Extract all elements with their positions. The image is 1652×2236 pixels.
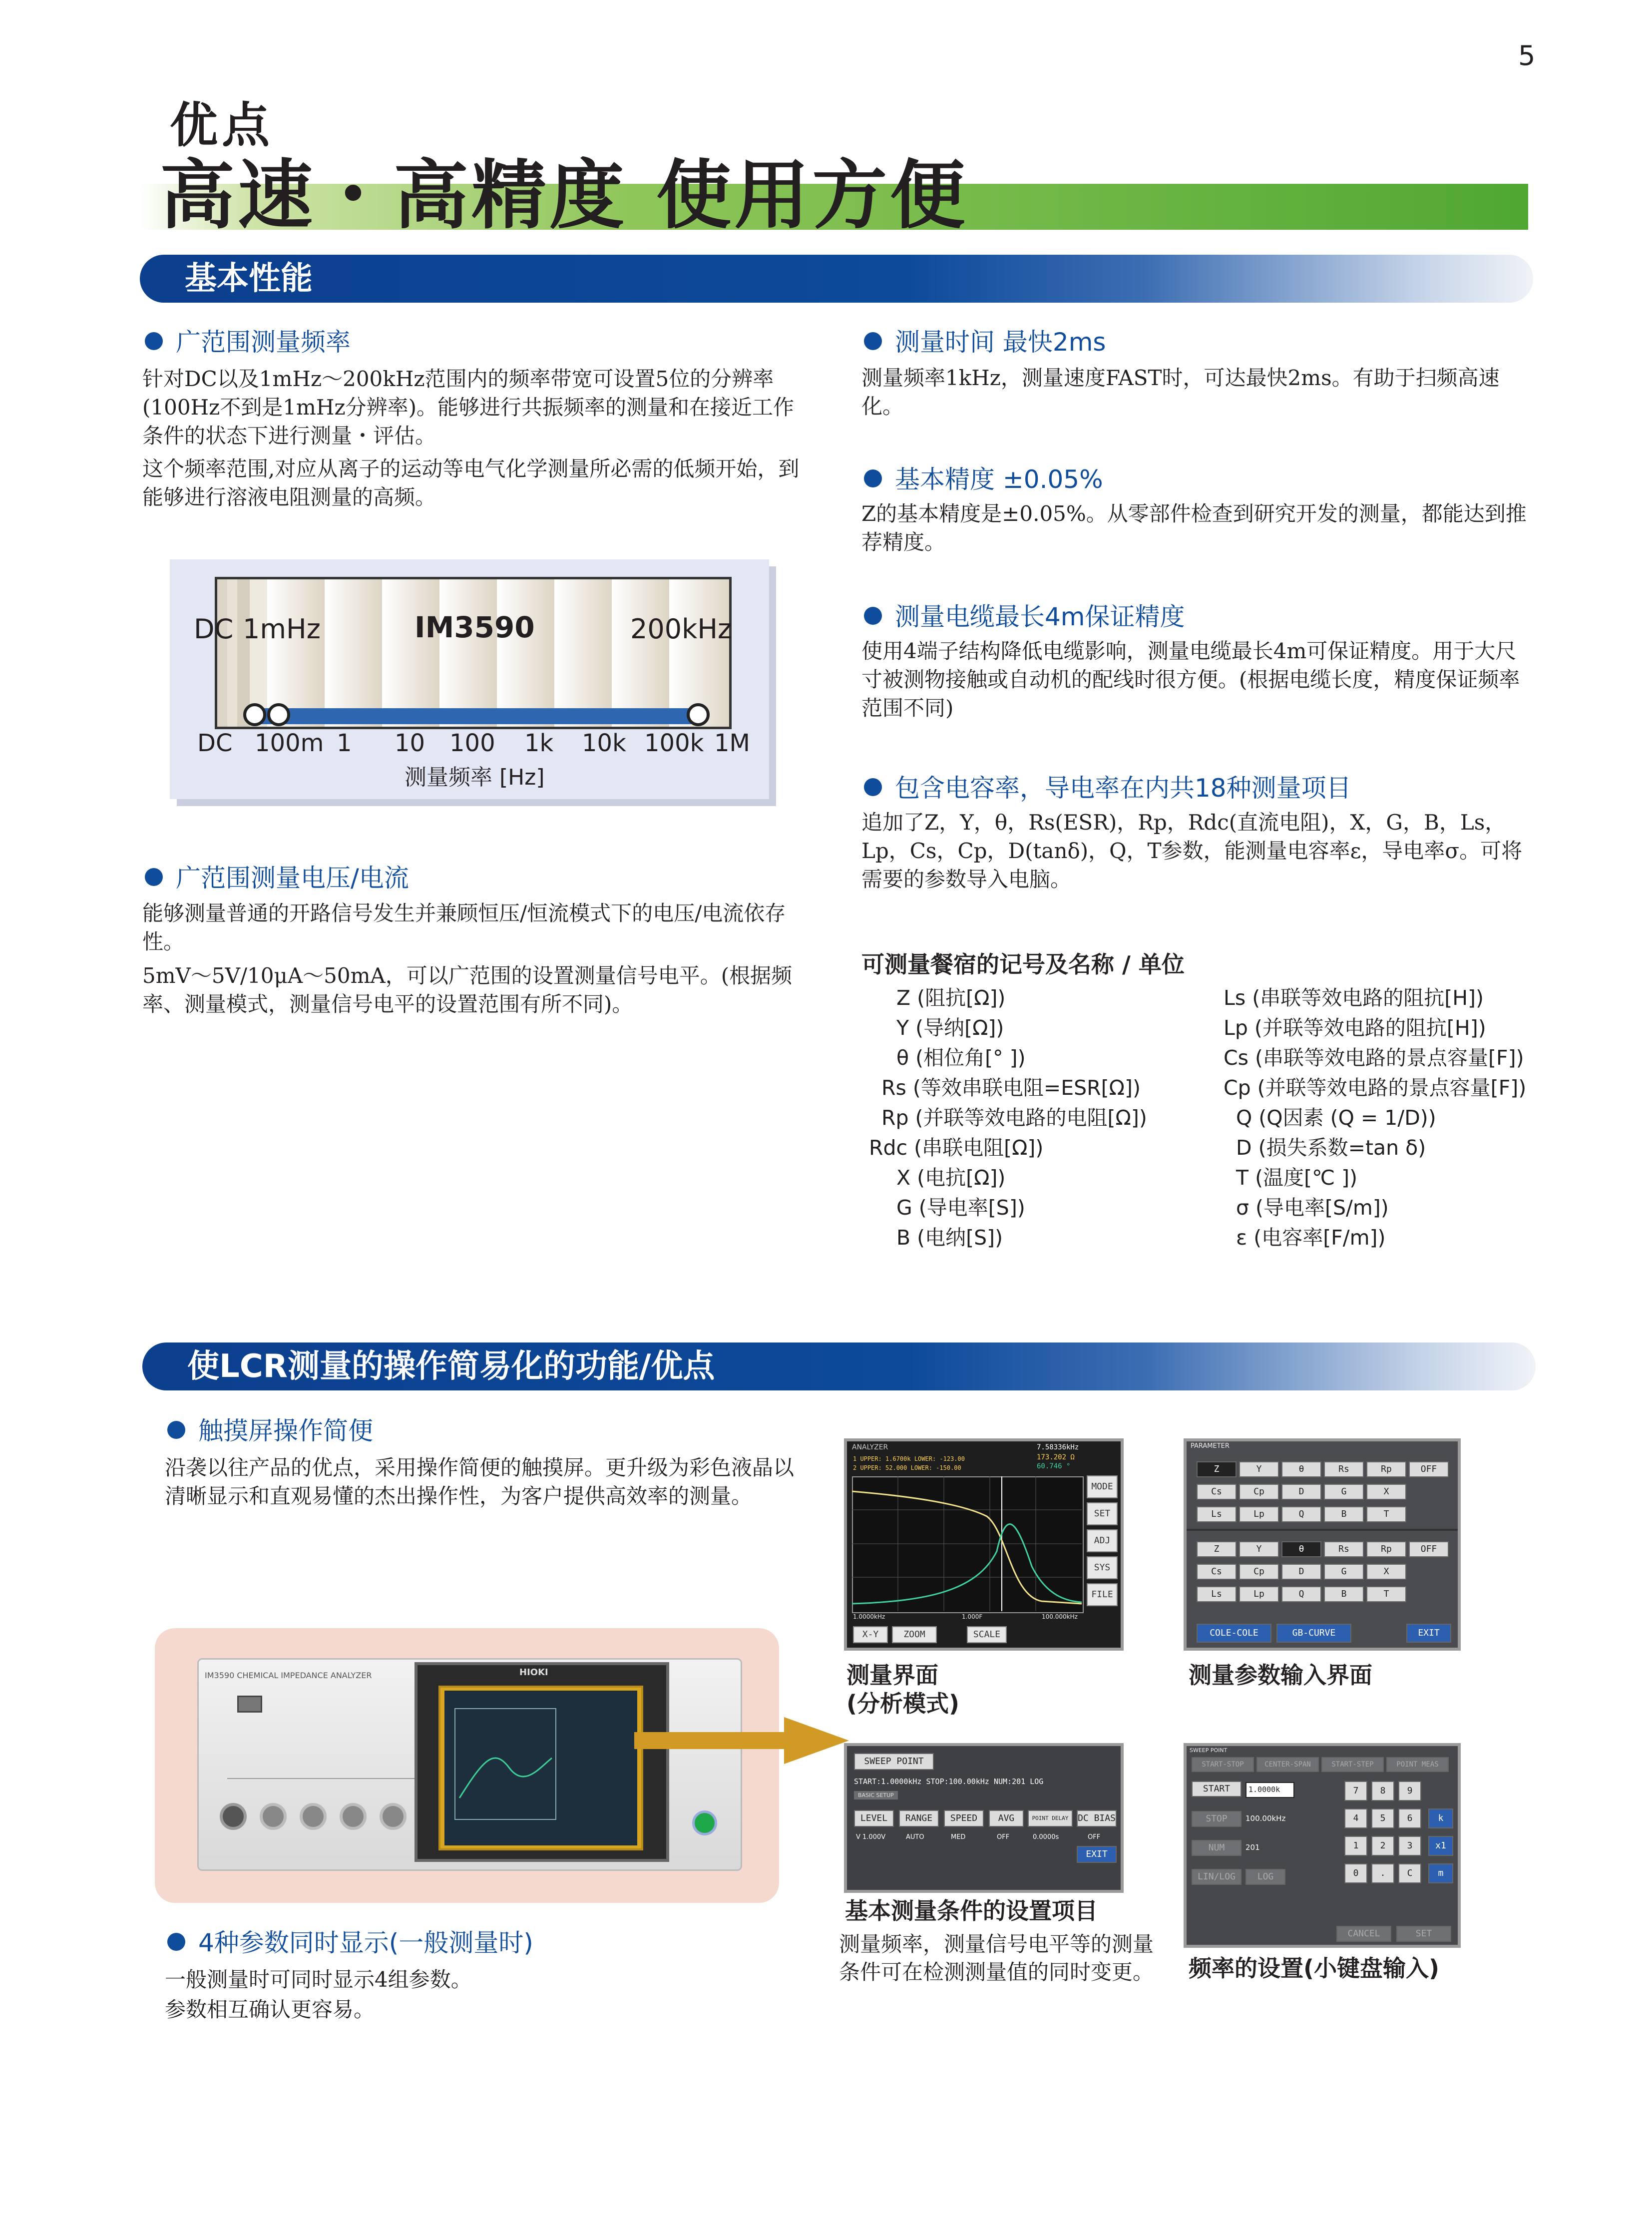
dc-marker <box>243 703 266 726</box>
speed-button[interactable]: SPEED <box>944 1810 984 1827</box>
param-key[interactable]: X <box>1366 1484 1406 1500</box>
param-key[interactable]: Cs <box>1197 1484 1237 1500</box>
param-key[interactable]: Cs <box>1197 1564 1237 1580</box>
tick-10: 10 <box>395 729 425 757</box>
para-four-params-1: 一般测量时可同时显示4组参数。 <box>165 1967 472 1992</box>
key-5[interactable]: 5 <box>1371 1808 1394 1828</box>
param-key[interactable]: D <box>1281 1564 1321 1580</box>
para-four-params-2: 参数相互确认更容易。 <box>165 1997 375 2022</box>
level-value: V 1.000V <box>856 1833 886 1841</box>
log-button[interactable]: LOG <box>1245 1869 1285 1885</box>
unit-row: Cp (并联等效电路的景点容量[F]) <box>1224 1076 1527 1100</box>
page-subtitle: 优点 <box>170 97 274 153</box>
units-table-title: 可测量餐宿的记号及名称 / 单位 <box>861 951 1185 978</box>
units-right-column <box>1209 981 1526 1251</box>
para-touch-panel: 沿袭以往产品的优点，采用操作简便的触摸屏。更升级为彩色液晶以清晰显示和直观易懂的杰出操作性，为客户提供高效率的测量。 <box>165 1455 795 1508</box>
param-key[interactable]: Ls <box>1197 1586 1237 1602</box>
heading-frequency: 广范围测量频率 <box>145 322 351 358</box>
guard-terminal-icon <box>220 1803 247 1830</box>
parameter-screen <box>1184 1438 1461 1651</box>
unit-row: X (电抗[Ω]) <box>896 1166 1006 1190</box>
heading-voltage: 广范围测量电压/电流 <box>145 858 409 894</box>
analysis-xmin: 1.0000kHz <box>853 1613 885 1620</box>
param-key[interactable]: OFF <box>1409 1461 1449 1477</box>
arrow-icon <box>634 1713 854 1768</box>
start-stop-tab[interactable]: START-STOP <box>1192 1757 1254 1772</box>
start-value-field[interactable]: 1.0000k <box>1245 1782 1294 1798</box>
tick-100m: 100m <box>255 729 324 757</box>
para-params: 追加了Z，Y，θ，Rs(ESR)，Rp，Rdc(直流电阻)，X，G，B，Ls，Lp，Cs，Cp，D(tanδ)，Q，T参数，能测量电容率ε，导电率σ。可将需要的参数导入电脑。 <box>861 810 1523 892</box>
param-key[interactable]: Rp <box>1366 1541 1406 1557</box>
bullet-icon <box>145 868 163 886</box>
low-freq-marker <box>267 703 290 726</box>
key-8[interactable]: 8 <box>1371 1781 1394 1801</box>
tick-1k: 1k <box>524 729 554 757</box>
key-1[interactable]: 1 <box>1344 1836 1367 1856</box>
key-9[interactable]: 9 <box>1398 1781 1421 1801</box>
param-key[interactable]: G <box>1324 1564 1364 1580</box>
param-key[interactable]: Q <box>1281 1506 1321 1522</box>
xy-button[interactable]: X-Y <box>853 1626 888 1643</box>
analysis-val2: 60.746 ° <box>1037 1462 1071 1470</box>
page-title: 高速・高精度 使用方便 <box>160 151 968 239</box>
analysis-screen <box>844 1438 1124 1651</box>
bullet-icon <box>167 1421 185 1439</box>
file-button[interactable]: FILE <box>1087 1583 1118 1606</box>
param-divider <box>1187 1529 1461 1531</box>
analysis-top-label: ANALYZER <box>852 1443 888 1451</box>
frequency-range-bar <box>257 708 697 724</box>
caption-measure-screen: 测量界面 <box>846 1662 938 1689</box>
bnc-terminal-icon <box>300 1803 327 1830</box>
stop-button[interactable]: STOP <box>1192 1811 1241 1827</box>
heading-params: 包含电容率，导电率在内共18种测量项目 <box>864 768 1351 804</box>
unit-row: Rdc (串联电阻[Ω]) <box>869 1136 1044 1160</box>
key-4[interactable]: 4 <box>1344 1808 1367 1828</box>
chart-high-label: 200kHz <box>630 613 732 645</box>
param-key[interactable]: Lp <box>1239 1506 1279 1522</box>
analysis-readout-1: 1 UPPER: 1.6700k LOWER: -123.00 <box>853 1455 965 1462</box>
unit-row: ε (电容率[F/m]) <box>1236 1226 1386 1250</box>
chart-model-label: IM3590 <box>414 610 535 644</box>
unit-row: Z (阻抗[Ω]) <box>896 986 1006 1010</box>
page-number: 5 <box>1518 40 1536 71</box>
para-accuracy: Z的基本精度是±0.05%。从零部件检查到研究开发的测量，都能达到推荐精度。 <box>861 501 1527 554</box>
high-freq-marker <box>687 703 710 726</box>
exit-button[interactable]: EXIT <box>1406 1624 1451 1643</box>
unit-k-key[interactable]: k <box>1428 1808 1453 1828</box>
param-key[interactable]: Y <box>1239 1541 1279 1557</box>
chart-dc-label: DC <box>194 613 234 645</box>
key-2[interactable]: 2 <box>1371 1836 1394 1856</box>
param-key[interactable]: G <box>1324 1484 1364 1500</box>
bnc-terminal-icon <box>340 1803 367 1830</box>
tick-dc: DC <box>197 729 233 757</box>
heading-cable: 测量电缆最长4m保证精度 <box>864 597 1185 633</box>
unit-row: Q (Q因素 (Q = 1/D)) <box>1236 1106 1436 1130</box>
cancel-button[interactable]: CANCEL <box>1336 1926 1391 1942</box>
tick-100k: 100k <box>644 729 704 757</box>
para-voltage-2: 5mV～5V/10μA～50mA，可以广范围的设置测量信号电平。(根据频率、测量模式，测量信号电平的设置范围有所不同)。 <box>142 963 793 1016</box>
analysis-xmax: 100.000kHz <box>1042 1613 1078 1620</box>
bullet-icon <box>864 469 882 487</box>
num-value: 201 <box>1245 1843 1260 1852</box>
cole-cole-button[interactable]: COLE-COLE <box>1197 1624 1271 1643</box>
avg-value: OFF <box>997 1833 1010 1841</box>
set-button[interactable]: SET <box>1087 1502 1118 1525</box>
basic-setup-tab[interactable]: BASIC SETUP <box>854 1791 898 1799</box>
sweep-settings-screen <box>844 1743 1124 1893</box>
device-model-label: IM3590 CHEMICAL IMPEDANCE ANALYZER <box>205 1671 372 1680</box>
param-key[interactable]: Ls <box>1197 1506 1237 1522</box>
para-frequency-2: 这个频率范围,对应从离子的运动等电气化学测量所必需的低频开始，到能够进行溶液电阻测量的高频。 <box>142 456 800 509</box>
heading-accuracy: 基本精度 ±0.05% <box>864 459 1103 495</box>
param-header: PARAMETER <box>1191 1442 1230 1450</box>
bullet-icon <box>864 778 882 796</box>
lin-log-button[interactable]: LIN/LOG <box>1192 1869 1241 1885</box>
device-divider <box>227 1778 427 1779</box>
param-key[interactable]: Z <box>1197 1541 1237 1557</box>
caption-analysis-mode: (分析模式) <box>846 1690 960 1717</box>
point-delay-button[interactable]: POINT DELAY <box>1028 1810 1073 1827</box>
key-0[interactable]: 0 <box>1344 1863 1367 1883</box>
caption-param-input: 测量参数输入界面 <box>1189 1662 1372 1689</box>
dc-bias-value: OFF <box>1088 1833 1101 1841</box>
mode-button[interactable]: MODE <box>1087 1475 1118 1498</box>
para-voltage-1: 能够测量普通的开路信号发生并兼顾恒压/恒流模式下的电压/电流依存性。 <box>142 901 786 954</box>
unit-row: Y (导纳[Ω]) <box>896 1016 1004 1040</box>
bullet-icon <box>864 332 882 350</box>
key-3[interactable]: 3 <box>1398 1836 1421 1856</box>
unit-row: σ (导电率[S/m]) <box>1236 1196 1389 1220</box>
analysis-freq: 7.58336kHz <box>1037 1443 1079 1451</box>
param-key[interactable]: Rs <box>1324 1461 1364 1477</box>
unit-row: D (损失系数=tan δ) <box>1236 1136 1426 1160</box>
center-span-tab[interactable]: CENTER-SPAN <box>1256 1757 1319 1772</box>
key-dot[interactable]: . <box>1371 1863 1394 1883</box>
bullet-icon <box>167 1933 185 1951</box>
tick-1m: 1M <box>714 729 750 757</box>
analysis-curves <box>852 1476 1082 1611</box>
keypad-header: SWEEP POINT <box>1190 1747 1228 1754</box>
param-key[interactable]: Q <box>1281 1586 1321 1602</box>
unit-row: Lp (并联等效电路的阻抗[H]) <box>1224 1016 1486 1040</box>
unit-row: Rp (并联等效电路的电阻[Ω]) <box>881 1106 1147 1130</box>
param-key[interactable]: Rs <box>1324 1541 1364 1557</box>
analysis-readout-2: 2 UPPER: 52.000 LOWER: -150.00 <box>853 1464 961 1471</box>
param-key[interactable]: OFF <box>1409 1541 1449 1557</box>
param-key[interactable]: θ <box>1281 1541 1321 1557</box>
tick-100: 100 <box>449 729 495 757</box>
start-step-tab[interactable]: START-STEP <box>1321 1757 1384 1772</box>
heading-measure-time: 测量时间 最快2ms <box>864 322 1106 358</box>
set-key-button[interactable]: SET <box>1396 1926 1451 1942</box>
para-frequency-1: 针对DC以及1mHz～200kHz范围内的频率带宽可设置5位的分辨率(100Hz不到是1mHz分辨率)。能够进行共振频率的测量和在接近工作条件的状态下进行测量・评估。 <box>142 367 794 448</box>
unit-row: B (电纳[S]) <box>896 1226 1003 1250</box>
point-meas-tab[interactable]: POINT MEAS <box>1386 1757 1449 1772</box>
range-button[interactable]: RANGE <box>899 1810 939 1827</box>
caption-note: 测量频率，测量信号电平等的测量条件可在检测测量值的同时变更。 <box>839 1932 1154 1984</box>
tick-1: 1 <box>337 729 352 757</box>
analysis-val1: 173.202 Ω <box>1037 1453 1075 1461</box>
level-button[interactable]: LEVEL <box>854 1810 894 1827</box>
chart-axis-label: 测量频率 [Hz] <box>405 765 545 790</box>
heading-touch-panel: 触摸屏操作简便 <box>167 1411 373 1447</box>
unit-row: G (导电率[S]) <box>896 1196 1025 1220</box>
scale-button[interactable]: SCALE <box>967 1626 1007 1643</box>
param-key[interactable]: D <box>1281 1484 1321 1500</box>
unit-row: θ (相位角[° ]) <box>896 1046 1026 1070</box>
device-screen-curve <box>454 1708 554 1818</box>
param-key[interactable]: Cp <box>1239 1484 1279 1500</box>
usb-port-icon <box>237 1696 262 1713</box>
section-bar-basic-performance: 基本性能 <box>140 255 1533 303</box>
chart-low-label: 1mHz <box>243 613 321 645</box>
keypad-screen <box>1184 1743 1461 1948</box>
num-button[interactable]: NUM <box>1192 1840 1241 1856</box>
bullet-icon <box>864 607 882 625</box>
key-7[interactable]: 7 <box>1344 1781 1367 1801</box>
range-value: AUTO <box>906 1833 924 1841</box>
bnc-terminal-icon <box>260 1803 287 1830</box>
tick-10k: 10k <box>582 729 626 757</box>
bullet-icon <box>145 332 163 350</box>
param-key[interactable]: Cp <box>1239 1564 1279 1580</box>
unit-row: T (温度[℃ ]) <box>1236 1166 1358 1190</box>
heading-four-params: 4种参数同时显示(一般测量时) <box>167 1923 533 1959</box>
start-button[interactable]: START <box>1192 1781 1241 1797</box>
device-brand: HIOKI <box>519 1667 548 1678</box>
unit-x1-key[interactable]: x1 <box>1428 1836 1453 1856</box>
gb-curve-button[interactable]: GB-CURVE <box>1276 1624 1351 1643</box>
param-key[interactable]: Y <box>1239 1461 1279 1477</box>
param-key[interactable]: B <box>1324 1586 1364 1602</box>
para-cable: 使用4端子结构降低电缆影响，测量电缆最长4m可保证精度。用于大尺寸被测物接触或自动机的配线时很方便。(根据电缆长度，精度保证频率范围不同) <box>861 639 1520 720</box>
param-key[interactable]: B <box>1324 1506 1364 1522</box>
bnc-terminal-icon <box>380 1803 407 1830</box>
param-key[interactable]: T <box>1366 1506 1406 1522</box>
adj-button[interactable]: ADJ <box>1087 1529 1118 1552</box>
param-key[interactable]: Rp <box>1366 1461 1406 1477</box>
param-key[interactable]: X <box>1366 1564 1406 1580</box>
para-measure-time: 测量频率1kHz，测量速度FAST时，可达最快2ms。有助于扫频高速化。 <box>861 366 1500 419</box>
sys-button[interactable]: SYS <box>1087 1556 1118 1579</box>
unit-m-key[interactable]: m <box>1428 1863 1453 1883</box>
units-left-column <box>869 981 1147 1251</box>
delay-value: 0.0000s <box>1033 1833 1059 1841</box>
zoom-button[interactable]: ZOOM <box>892 1626 937 1643</box>
sweep-point-tab[interactable]: SWEEP POINT <box>854 1753 934 1770</box>
param-key[interactable]: Z <box>1197 1461 1237 1477</box>
param-key[interactable]: Lp <box>1239 1586 1279 1602</box>
analysis-xmid: 1.000F <box>962 1613 983 1620</box>
sweep-range-line: START:1.0000kHz STOP:100.00kHz NUM:201 LOG <box>854 1777 1044 1786</box>
avg-button[interactable]: AVG <box>989 1810 1024 1827</box>
unit-row: Rs (等效串联电阻=ESR[Ω]) <box>881 1076 1141 1100</box>
sweep-exit-button[interactable]: EXIT <box>1077 1846 1117 1863</box>
param-key[interactable]: θ <box>1281 1461 1321 1477</box>
frequency-chart-box <box>215 577 732 729</box>
unit-row: Ls (串联等效电路的阻抗[H]) <box>1224 986 1484 1010</box>
caption-basic-settings: 基本测量条件的设置项目 <box>845 1897 1098 1924</box>
dc-bias-button[interactable]: DC BIAS <box>1077 1810 1117 1827</box>
key-clear[interactable]: C <box>1398 1863 1421 1883</box>
stop-value: 100.00kHz <box>1245 1814 1286 1823</box>
section-bar-operation: 使LCR测量的操作简易化的功能/优点 <box>142 1342 1536 1390</box>
unit-row: Cs (串联等效电路的景点容量[F]) <box>1224 1046 1524 1070</box>
param-key[interactable]: T <box>1366 1586 1406 1602</box>
power-button[interactable] <box>692 1810 717 1835</box>
caption-freq-setting: 频率的设置(小键盘输入) <box>1189 1955 1440 1982</box>
speed-value: MED <box>951 1833 966 1841</box>
key-6[interactable]: 6 <box>1398 1808 1421 1828</box>
